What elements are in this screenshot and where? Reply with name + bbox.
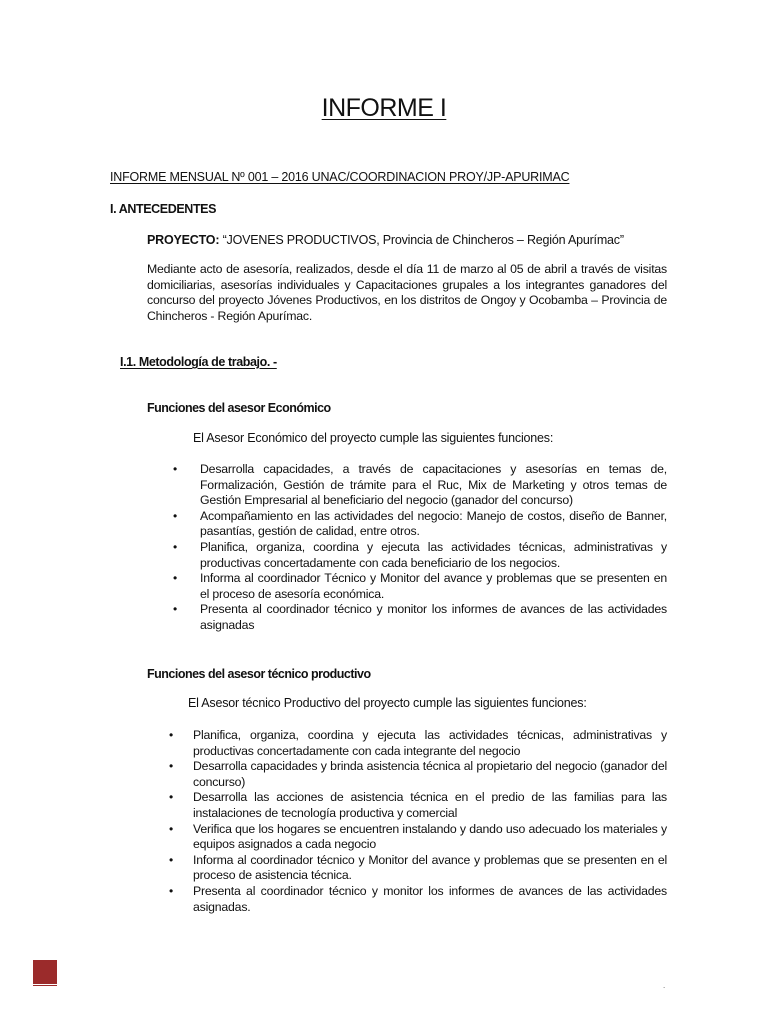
- bullet-icon: •: [173, 602, 178, 617]
- report-subtitle: INFORME MENSUAL Nº 001 – 2016 UNAC/COORDINACION PROY/JP-APURIMAC: [110, 170, 570, 184]
- bullet-icon: •: [169, 852, 174, 867]
- list-item: • Verifica que los hogares se encuentren instalando y dando uso adecuado los materiales y equipos asignados a cada negocio: [169, 821, 667, 852]
- list-item: • Presenta al coordinador técnico y monitor los informes de avances de las actividades asignadas.: [169, 883, 667, 914]
- page-corner-underline: [33, 985, 57, 986]
- list-item: • Desarrolla las acciones de asistencia técnica en el predio de las familias para las instalaciones de tecnología productiva y comercial: [169, 790, 667, 820]
- section-heading-antecedentes: I. ANTECEDENTES: [110, 202, 217, 216]
- economic-advisor-heading: Funciones del asesor Económico: [147, 401, 331, 415]
- bullet-icon: •: [169, 759, 174, 774]
- list-item: • Informa al coordinador Técnico y Monitor del avance y problemas que se presenten en el proceso de asesoría económica.: [173, 571, 667, 601]
- list-item: • Desarrolla capacidades, a través de capacitaciones y asesorías en temas de, Formalización, Gestión de trámite para el Ruc, Mix de Marketing y otros temas de Gestión Empresarial al beneficiario del negocio (ganador del concurso): [173, 462, 667, 508]
- bullet-icon: •: [173, 571, 178, 586]
- list-item: • Acompañamiento en las actividades del negocio: Manejo de costos, diseño de Banner, pasantías, gestión de calidad, entre otros.: [173, 508, 667, 539]
- document-title: INFORME I: [321, 94, 447, 122]
- list-item: • Desarrolla capacidades y brinda asistencia técnica al propietario del negocio (ganador del concurso): [169, 759, 667, 789]
- footer-mark: .: [663, 981, 666, 990]
- bullet-icon: •: [169, 883, 174, 898]
- bullet-icon: •: [173, 539, 178, 554]
- bullet-icon: •: [169, 728, 174, 742]
- technical-advisor-heading: Funciones del asesor técnico productivo: [147, 667, 371, 681]
- proyecto-value: “JOVENES PRODUCTIVOS, Provincia de Chincheros – Región Apurímac”: [219, 233, 624, 247]
- subsection-heading-metodologia: I.1. Metodología de trabajo. -: [120, 355, 277, 369]
- economic-advisor-intro: El Asesor Económico del proyecto cumple las siguientes funciones:: [193, 431, 554, 445]
- page-corner-square: [33, 960, 57, 984]
- list-item: • Presenta al coordinador técnico y monitor los informes de avances de las actividades asignadas: [173, 602, 667, 632]
- bullet-icon: •: [169, 790, 174, 805]
- technical-functions-list: [169, 728, 667, 915]
- technical-advisor-intro: El Asesor técnico Productivo del proyecto cumple las siguientes funciones:: [188, 696, 587, 710]
- intro-paragraph: Mediante acto de asesoría, realizados, desde el día 11 de marzo al 05 de abril a través de visitas domiciliarias, asesorías individuales y Capacitaciones grupales a los integrantes ganadores del concurso del proyecto Jóvenes Productivos, en los distritos de Ongoy y Ocobamba – Provincia de Chincheros - Región Apurímac.: [147, 262, 667, 323]
- bullet-icon: •: [169, 821, 174, 836]
- proyecto-line: [147, 233, 624, 247]
- bullet-icon: •: [173, 462, 178, 476]
- list-item: • Planifica, organiza, coordina y ejecuta las actividades técnicas, administrativas y productivas concertadamente con cada beneficiario de los negocios.: [173, 539, 667, 570]
- list-item: • Informa al coordinador técnico y Monitor del avance y problemas que se presenten en el proceso de asistencia técnica.: [169, 852, 667, 883]
- list-item: • Planifica, organiza, coordina y ejecuta las actividades técnicas, administrativas y productivas concertadamente con cada integrante del negocio: [169, 728, 667, 758]
- proyecto-label: PROYECTO:: [147, 233, 220, 247]
- bullet-icon: •: [173, 508, 178, 523]
- economic-functions-list: [173, 462, 667, 634]
